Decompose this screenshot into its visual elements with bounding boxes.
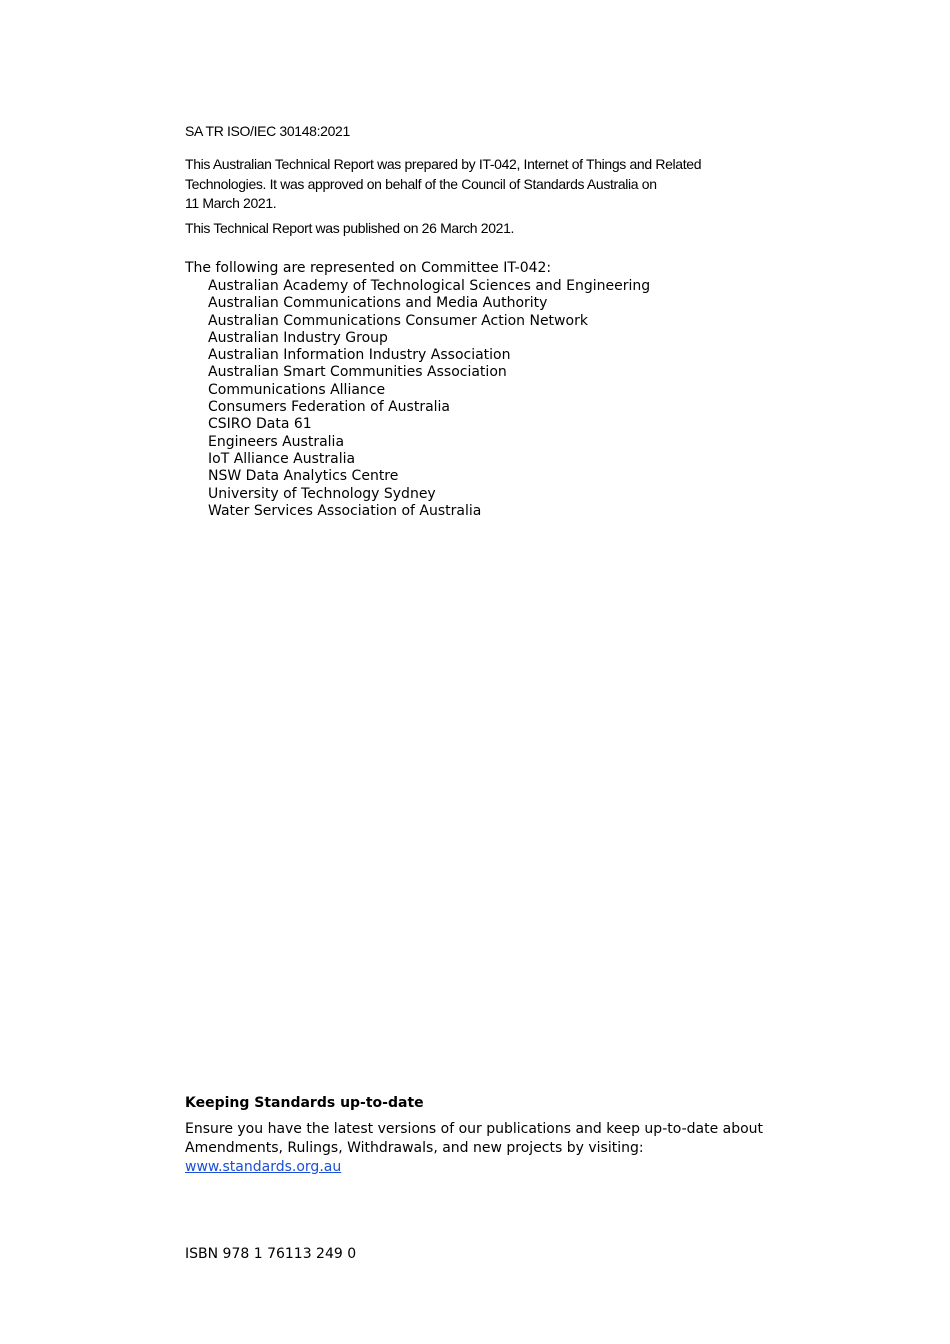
approval-line: Technologies. It was approved on behalf of the Council of Standards Australia on [185, 175, 657, 192]
committee-member: Australian Industry Group [208, 329, 388, 346]
committee-member: Australian Communications Consumer Action Network [208, 312, 588, 329]
document-id: SA TR ISO/IEC 30148:2021 [185, 123, 350, 139]
committee-member: Australian Information Industry Association [208, 347, 511, 364]
keeping-standards-line: Amendments, Rulings, Withdrawals, and new projects by visiting: [185, 1140, 644, 1156]
committee-member: NSW Data Analytics Centre [208, 468, 399, 485]
approval-statement [185, 155, 701, 214]
approval-line: This Australian Technical Report was prepared by IT-042, Internet of Things and Related [185, 156, 702, 172]
isbn: ISBN 978 1 76113 249 0 [185, 1246, 357, 1262]
standards-website-link[interactable]: www.standards.org.au [185, 1159, 342, 1175]
committee-intro: The following are represented on Committee IT-042: [185, 260, 552, 276]
committee-member: Australian Academy of Technological Sciences and Engineering [208, 278, 651, 294]
committee-member: Consumers Federation of Australia [208, 399, 451, 416]
committee-member: Engineers Australia [208, 433, 345, 450]
committee-member: Australian Smart Communities Association [208, 364, 507, 381]
publication-date-statement: This Technical Report was published on 26 March 2021. [185, 220, 515, 236]
committee-member: University of Technology Sydney [208, 485, 436, 502]
keeping-standards-line: Ensure you have the latest versions of our publications and keep up-to-date about [185, 1121, 764, 1137]
committee-member: Water Services Association of Australia [208, 502, 482, 519]
committee-member: CSIRO Data 61 [208, 416, 312, 433]
keeping-standards-heading: Keeping Standards up-to-date [185, 1095, 424, 1111]
committee-member-list [208, 278, 650, 520]
approval-line: 11 March 2021. [185, 195, 277, 211]
committee-member: Australian Communications and Media Authority [208, 295, 548, 312]
committee-member: Communications Alliance [208, 381, 386, 398]
keeping-standards-body [185, 1120, 763, 1177]
committee-member: IoT Alliance Australia [208, 450, 356, 467]
